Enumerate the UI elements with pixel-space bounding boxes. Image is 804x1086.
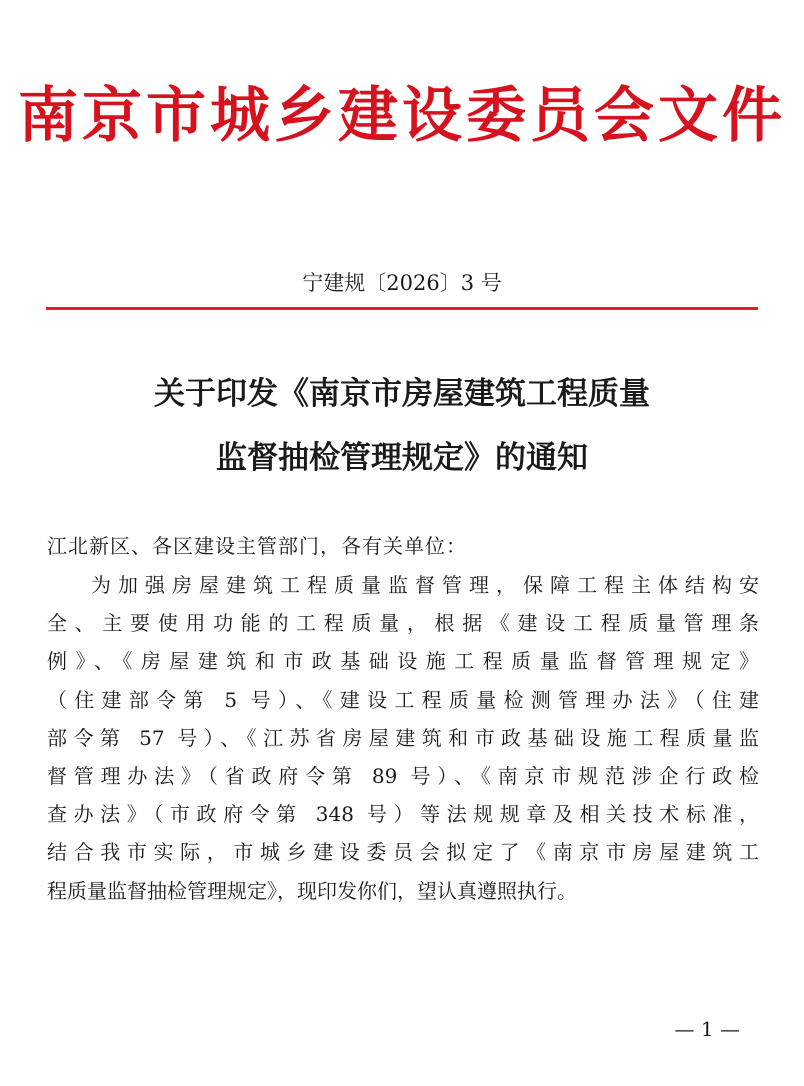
- body-line: （住建部令第 5 号）、《建设工程质量检测管理办法》（住建: [47, 687, 759, 712]
- document-number: 宁建规〔2026〕3 号: [302, 271, 502, 295]
- document-title-line-1: 关于印发《南京市房屋建筑工程质量: [154, 376, 650, 412]
- body-line: 例》、《房屋建筑和市政基础设施工程质量监督管理规定》: [47, 649, 759, 674]
- issuing-organization-header: 南京市城乡建设委员会文件: [18, 81, 786, 151]
- body-line: 查办法》（市政府令第 348 号）等法规规章及相关技术标准，: [47, 802, 759, 827]
- document-title-line-2: 监督抽检管理规定》的通知: [216, 440, 588, 476]
- body-line: 为加强房屋建筑工程质量监督管理，保障工程主体结构安: [91, 573, 759, 597]
- page-number: — 1 —: [674, 1017, 740, 1041]
- body-line: 程质量监督抽检管理规定》，现印发你们，望认真遵照执行。: [47, 878, 577, 903]
- body-line: 结合我市实际，市城乡建设委员会拟定了《南京市房屋建筑工: [47, 840, 759, 865]
- body-paragraph: [47, 566, 759, 910]
- body-line: 全、主要使用功能的工程质量，根据《建设工程质量管理条: [47, 611, 759, 636]
- body-line: 督管理办法》（省政府令第 89 号）、《南京市规范涉企行政检: [47, 763, 759, 788]
- document-title: [0, 362, 804, 490]
- red-header-rule: [46, 307, 758, 310]
- addressee: 江北新区、各区建设主管部门，各有关单位：: [47, 534, 467, 558]
- body-line: 部令第 57 号）、《江苏省房屋建筑和市政基础设施工程质量监: [47, 725, 759, 750]
